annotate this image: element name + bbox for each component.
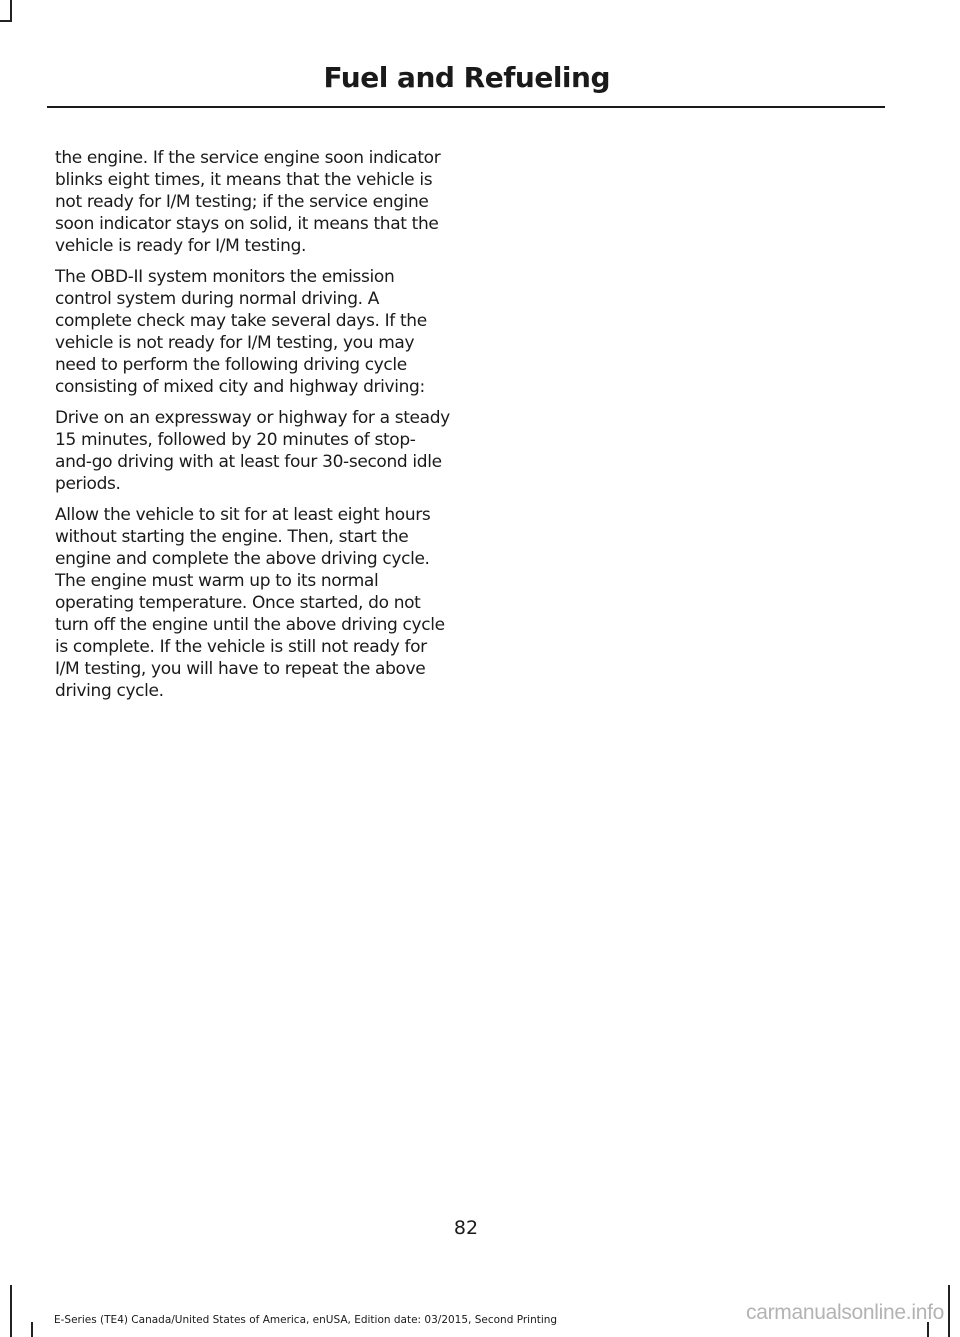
page-title: Fuel and Refueling <box>323 61 610 94</box>
edition-footer: E-Series (TE4) Canada/United States of America, enUSA, Edition date: 03/2015, Second Printing <box>54 1314 558 1326</box>
header-divider <box>47 106 885 108</box>
crop-mark-top-left-vertical <box>10 0 12 22</box>
body-text-column <box>55 147 450 711</box>
page-number: 82 <box>453 1217 479 1239</box>
site-watermark: carmanualsonline.info <box>746 1301 944 1324</box>
crop-mark-bottom-right-vertical <box>948 1285 950 1337</box>
crop-mark-bottom-left-inner <box>31 1322 33 1337</box>
body-paragraph-1: the engine. If the service engine soon indicator blinks eight times, it means that the vehicle is not ready for I/M testing; if the service engine soon indicator stays on solid, it means that the vehicle is ready for I/M testing. <box>55 148 441 256</box>
body-paragraph-2: The OBD-II system monitors the emission control system during normal driving. A complete check may take several days. If the vehicle is not ready for I/M testing, you may need to perform the following driving cycle consisting of mixed city and highway driving: <box>55 267 427 397</box>
body-paragraph-4: Allow the vehicle to sit for at least eight hours without starting the engine. Then, start the engine and complete the above driving cycle. The engine must warm up to its normal operating temperature. Once started, do not turn off the engine until the above driving cycle is complete. If the vehicle is still not ready for I/M testing, you will have to repeat the above driving cycle. <box>55 505 445 701</box>
crop-mark-bottom-left-vertical <box>10 1285 12 1337</box>
crop-mark-top-left-horizontal <box>0 20 12 22</box>
body-paragraph-3: Drive on an expressway or highway for a steady 15 minutes, followed by 20 minutes of stop-and-go driving with at least four 30-second idle periods. <box>55 408 450 494</box>
